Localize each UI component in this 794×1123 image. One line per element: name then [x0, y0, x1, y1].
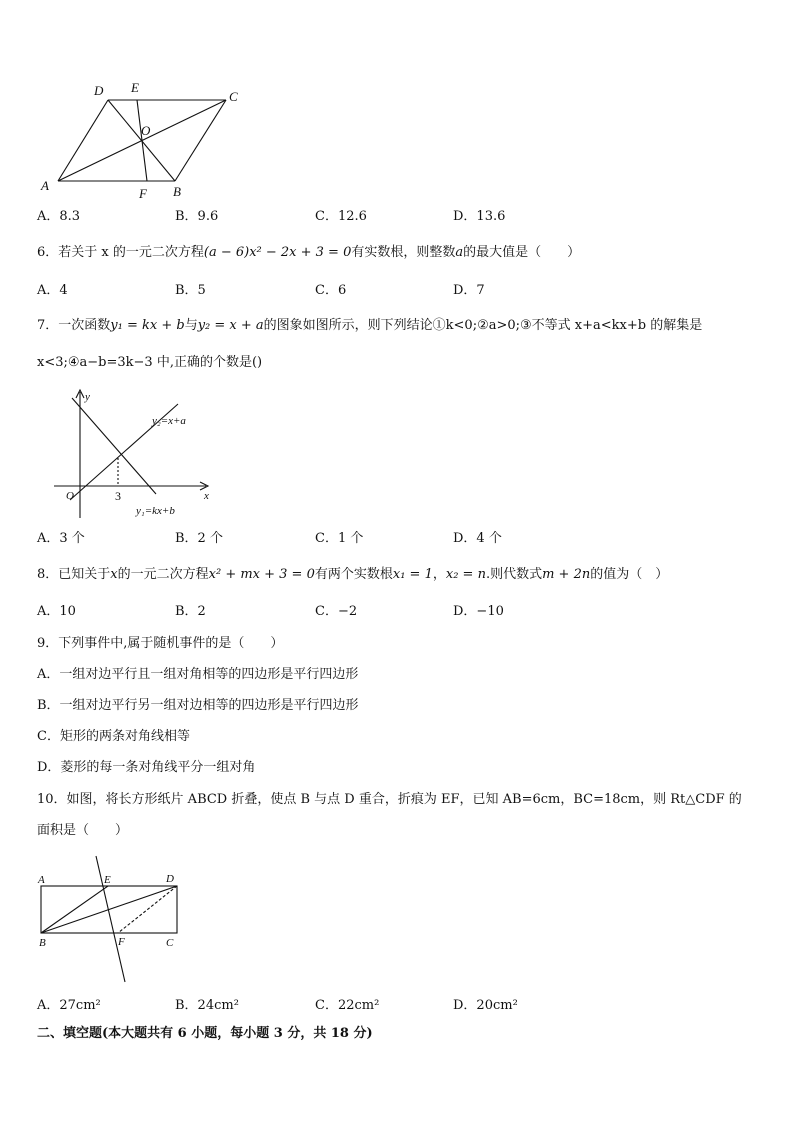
parallelogram-figure	[36, 78, 256, 204]
q8-equation: x² + mx + 3 = 0	[208, 567, 315, 582]
q8-root1: x₁ = 1	[392, 567, 433, 582]
segment-be	[41, 886, 108, 933]
q8-sep: ，	[432, 567, 446, 582]
q10-stem-line2: 面积是（ ）	[37, 823, 129, 838]
section-2-heading: 二、填空题(本大题共有 6 小题，每小题 3 分，共 18 分)	[37, 1026, 373, 1041]
q8-stem	[37, 567, 668, 583]
q9-option-a[interactable]: A．一组对边平行且一组对角相等的四边形是平行四边形	[37, 667, 359, 682]
q6-option-c[interactable]: C．6	[315, 283, 347, 298]
label-y2: y₂=x+a	[152, 415, 186, 427]
q7-line1-rest: 的图象如图所示，则下列结论①k<0;②a>0;③不等式 x+a<kx+b 的解集是	[263, 318, 703, 333]
q6-middle: 有实数根，则整数	[351, 245, 456, 260]
q6-option-b[interactable]: B．5	[175, 283, 206, 298]
label-o: O	[141, 123, 151, 138]
q6-stem	[37, 245, 580, 261]
diagonal-bd	[41, 886, 177, 933]
label-e: E	[131, 80, 139, 95]
line-y1	[72, 398, 156, 494]
segment-df-dashed	[118, 886, 177, 933]
q7-function-2: y₂ = x + a	[197, 318, 264, 333]
segment-ef	[137, 100, 147, 181]
q10-option-d[interactable]: D．20cm²	[453, 998, 518, 1013]
label-d: D	[166, 873, 174, 885]
q7-prefix: 7．一次函数	[37, 318, 111, 333]
q5-option-a[interactable]: A．8.3	[37, 209, 81, 224]
q6-suffix: 的最大值是（ ）	[463, 245, 581, 260]
q7-stem-line2: x<3;④a−b=3k−3 中,正确的个数是()	[37, 355, 263, 370]
label-y1: y₁=kx+b	[136, 505, 175, 517]
label-a: A	[38, 874, 45, 886]
q8-option-b[interactable]: B．2	[175, 604, 206, 619]
x-axis-label: x	[204, 490, 209, 502]
q9-stem: 9．下列事件中,属于随机事件的是（ ）	[37, 636, 284, 651]
q9-option-c[interactable]: C．矩形的两条对角线相等	[37, 729, 190, 744]
q10-stem-line1: 10．如图，将长方形纸片 ABCD 折叠，使点 B 与点 D 重合，折痕为 EF，已知 AB=6cm，BC=18cm，则 Rt△CDF 的	[37, 792, 742, 807]
q5-option-d[interactable]: D．13.6	[453, 209, 506, 224]
q7-option-d[interactable]: D．4 个	[453, 531, 502, 546]
y-axis-label: y	[85, 391, 90, 403]
q8-middle: 的一元二次方程	[117, 567, 209, 582]
label-d: D	[94, 83, 104, 98]
q10-option-c[interactable]: C．22cm²	[315, 998, 380, 1013]
q6-option-d[interactable]: D．7	[453, 283, 485, 298]
q7-stem-line1	[37, 318, 702, 334]
label-f: F	[139, 186, 147, 201]
q7-option-b[interactable]: B．2 个	[175, 531, 223, 546]
q9-option-d[interactable]: D．菱形的每一条对角线平分一组对角	[37, 760, 256, 775]
q8-option-c[interactable]: C．−2	[315, 604, 358, 619]
label-b: B	[173, 184, 181, 199]
label-c: C	[229, 89, 238, 104]
q10-option-a[interactable]: A．27cm²	[37, 998, 101, 1013]
q9-option-b[interactable]: B．一组对边平行另一组对边相等的四边形是平行四边形	[37, 698, 359, 713]
label-a: A	[41, 178, 49, 193]
label-b: B	[39, 937, 46, 949]
q8-root2: x₂ = n	[445, 567, 486, 582]
q5-option-c[interactable]: C．12.6	[315, 209, 367, 224]
label-f: F	[118, 936, 125, 948]
q7-option-c[interactable]: C．1 个	[315, 531, 364, 546]
q6-equation: (a − 6)x² − 2x + 3 = 0	[203, 245, 352, 260]
q6-option-a[interactable]: A．4	[37, 283, 68, 298]
q8-var-x: x	[110, 567, 118, 582]
tick-3: 3	[115, 489, 121, 503]
q8-option-d[interactable]: D．−10	[453, 604, 504, 619]
q10-option-b[interactable]: B．24cm²	[175, 998, 239, 1013]
q7-function-1: y₁ = kx + b	[110, 318, 185, 333]
q7-and: 与	[184, 318, 198, 333]
q8-prefix: 8．已知关于	[37, 567, 111, 582]
q8-expr: m + 2n	[542, 567, 591, 582]
q6-var: a	[455, 245, 464, 260]
q5-option-b[interactable]: B．9.6	[175, 209, 219, 224]
label-e: E	[104, 874, 111, 886]
q6-prefix: 6．若关于 x 的一元二次方程	[37, 245, 204, 260]
origin-label: O	[66, 490, 74, 502]
q7-function-graph	[46, 386, 226, 524]
q8-option-a[interactable]: A．10	[37, 604, 76, 619]
q7-option-a[interactable]: A．3 个	[37, 531, 85, 546]
q8-suffix: 的值为（ ）	[590, 567, 669, 582]
label-c: C	[166, 937, 174, 949]
q10-rectangle-figure	[34, 852, 194, 988]
q8-middle3: .则代数式	[485, 567, 543, 582]
q8-middle2: 有两个实数根	[314, 567, 393, 582]
